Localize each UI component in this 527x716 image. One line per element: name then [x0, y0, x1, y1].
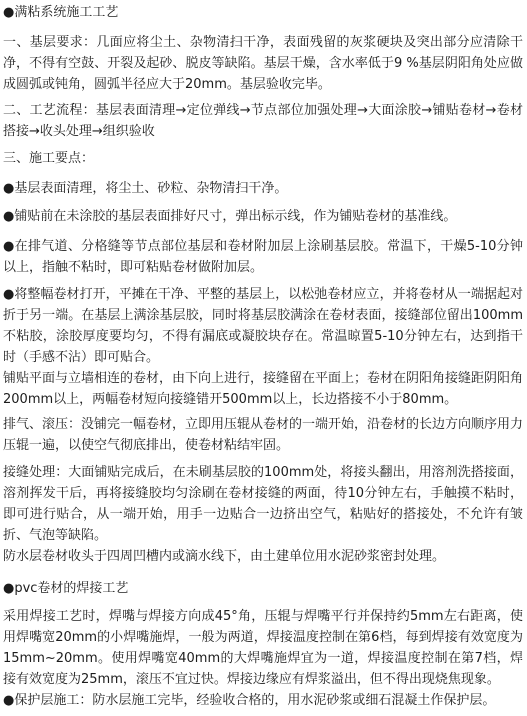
point-layout-line: ●铺贴前在未涂胶的基层表面排好尺寸，弹出标示线，作为铺贴卷材的基准线。: [3, 209, 457, 224]
seam-treatment-paragraph: 接缝处理：大面铺贴完成后，在未刷基层胶的100mm处，将接头翻出，用溶剂洗搭接面，溶剂挥发干后，再将接缝胶均匀涂刷在卷材接缝的两面，待10分钟左右，手触摸不粘时，即可进行贴合，从一端开始，用手一边贴合一边挤出空气，粘贴好的搭接处，不允许有皱折、气泡等缺陷。: [3, 465, 523, 543]
welding-process-paragraph: 采用焊接工艺时，焊嘴与焊接方向成45°角，压辊与焊嘴平行并保持约5mm左右距离，使用焊嘴宽20mm的小焊嘴施焊，一般为两道，焊接温度控制在第6档，每到焊接有效宽度为15mm~20mm。使用焊嘴宽40mm的大焊嘴施焊宜为一道，焊接温度控制在第7档，焊接有效宽度为25mm，滚压不宜过快。焊接边缘应有焊浆溢出，但不得出现烧焦现象。: [3, 609, 523, 687]
edge-closure-paragraph: 防水层卷材收头于四周凹槽内或滴水线下，由土建单位用水泥砂浆密封处理。: [3, 549, 446, 564]
facade-junction-paragraph: 铺贴平面与立墙相连的卷材，由下向上进行，接缝留在平面上；卷材在阴阳角接缝距阴阳角200mm以上，两幅卷材短向接缝错开500mm以上，长边搭接不小于80mm。: [3, 371, 524, 407]
point-surface-clean: ●基层表面清理，将尘土、砂粒、杂物清扫干净。: [3, 181, 288, 196]
construction-points-heading: 三、施工要点：: [3, 151, 95, 166]
base-requirements-paragraph: 一、基层要求：几面应将尘土、杂物清扫干净，表面残留的灰浆硬块及突出部分应清除干净，不得有空鼓、开裂及起砂、脱皮等缺陷。基层干燥，含水率低于9 %基层阴阳角处应做成圆弧或钝角，圆弧半径应大于20mm。基层验收完毕。: [3, 35, 523, 92]
section-heading-full-bond: ●满粘系统施工工艺: [3, 5, 119, 20]
point-unroll-membrane: ●将整幅卷材打开，平摊在干净、平整的基层上，以松弛卷材应立，并将卷材从一端据起对折于另一端。在基层上满涂基层胶，同时将基层胶满涂在卷材表面，接缝部位留出100mm不粘胶，涂胶厚度要均匀，不得有漏底或凝胶块存在。常温晾置5-10分钟左右，达到指干时（手感不沾）即可贴合。: [3, 287, 523, 365]
protective-layer-paragraph: ●保护层施工：防水层施工完毕，经验收合格的，用水泥砂浆或细石混凝土作保护层。: [3, 693, 496, 708]
exhaust-roll-paragraph: 排气、滚压：没铺完一幅卷材，立即用压辊从卷材的一端开始，沿卷材的长边方向顺序用力压辊一遍，以使空气彻底排出，使卷材粘结牢固。: [3, 417, 524, 453]
section-heading-pvc-welding: ●pvc卷材的焊接工艺: [3, 581, 129, 596]
process-flow-paragraph: 二、工艺流程：基层表面清理→定位弹线→节点部位加强处理→大面涂胶→铺贴卷材→卷材搭接→收头处理→组织验收: [3, 103, 523, 139]
point-node-reinforce: ●在排气道、分格缝等节点部位基层和卷材附加层上涂刷基层胶。常温下，干燥5-10分钟以上，指触不粘时，即可粘贴卷材做附加层。: [3, 239, 523, 275]
